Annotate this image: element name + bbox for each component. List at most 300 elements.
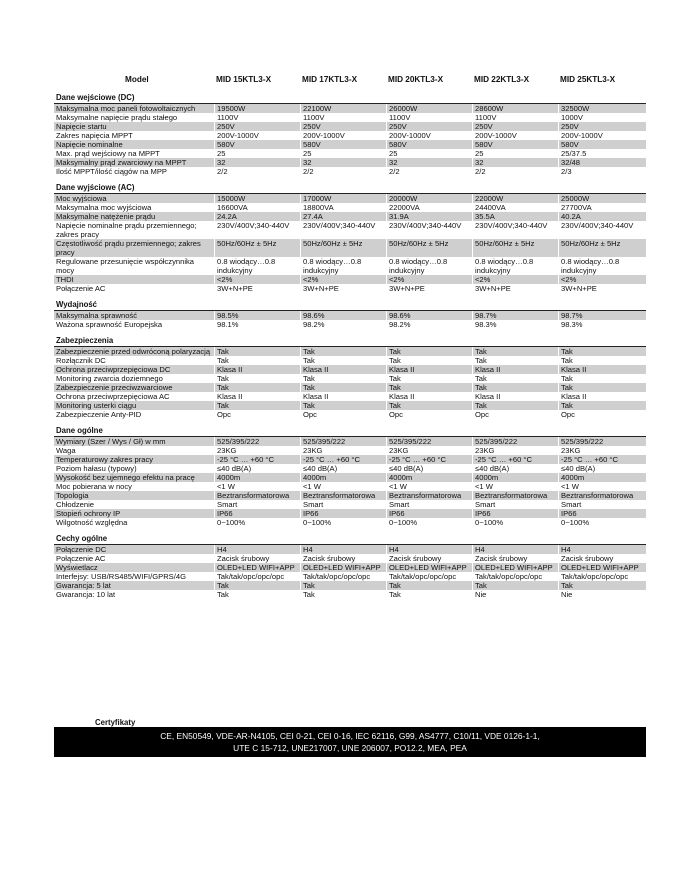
- row-value: Tak: [558, 374, 644, 383]
- row-value: 27.4A: [300, 212, 386, 221]
- table-row: [54, 194, 646, 203]
- row-value: Nie: [558, 590, 644, 599]
- row-value: 50Hz/60Hz ± 5Hz: [558, 239, 644, 257]
- table-row: [54, 356, 646, 365]
- row-value: 1100V: [386, 113, 472, 122]
- row-value: 250V: [386, 122, 472, 131]
- row-value: 25000W: [558, 194, 644, 203]
- row-value: 3W+N+PE: [558, 284, 644, 293]
- row-value: 1100V: [472, 113, 558, 122]
- row-value: 525/395/222: [472, 437, 558, 446]
- table-row: [54, 113, 646, 122]
- row-value: 1000V: [558, 113, 644, 122]
- row-value: <1 W: [300, 482, 386, 491]
- row-value: 25: [472, 149, 558, 158]
- row-value: Tak: [300, 590, 386, 599]
- row-value: 0~100%: [472, 518, 558, 527]
- row-value: Tak: [472, 347, 558, 356]
- table-row: [54, 374, 646, 383]
- table-row: [54, 239, 646, 257]
- row-label: Napięcie startu: [56, 122, 107, 131]
- row-label: Ważona sprawność Europejska: [56, 320, 163, 329]
- row-label: Połączenie AC: [56, 554, 106, 563]
- row-value: Tak/tak/opc/opc/opc: [558, 572, 644, 581]
- table-row: [54, 311, 646, 320]
- table-row: [54, 500, 646, 509]
- row-value: 25: [214, 149, 300, 158]
- row-value: <1 W: [214, 482, 300, 491]
- row-value: Opc: [558, 410, 644, 419]
- sections-container: [54, 93, 646, 599]
- row-value: 98.3%: [472, 320, 558, 329]
- row-value: Klasa II: [300, 392, 386, 401]
- row-value: Smart: [214, 500, 300, 509]
- certificates-line: UTE C 15-712, UNE217007, UNE 206007, PO12.2, MEA, PEA: [233, 743, 467, 753]
- model-name: MID 20KTL3-X: [388, 74, 444, 84]
- row-value: IP66: [300, 509, 386, 518]
- row-value: Tak: [386, 590, 472, 599]
- row-value: 4000m: [386, 473, 472, 482]
- table-row: [54, 392, 646, 401]
- row-value: 200V-1000V: [214, 131, 300, 140]
- model-name: MID 22KTL3-X: [474, 74, 530, 84]
- certificates-box: [54, 727, 646, 757]
- row-value: Tak/tak/opc/opc/opc: [386, 572, 472, 581]
- row-value: 19500W: [214, 104, 300, 113]
- certificates-line: CE, EN50549, VDE-AR-N4105, CEI 0-21, CEI 0-16, IEC 62116, G99, AS4777, C10/11, VDE 0126-1-1,: [160, 731, 540, 741]
- model-name: MID 17KTL3-X: [302, 74, 358, 84]
- row-value: 32: [386, 158, 472, 167]
- table-row: [54, 482, 646, 491]
- model-name: MID 15KTL3-X: [216, 74, 272, 84]
- row-label: Zabezpieczenie przeciwzwarciowe: [56, 383, 173, 392]
- row-value: 32/48: [558, 158, 644, 167]
- row-label: Temperaturowy zakres pracy: [56, 455, 154, 464]
- row-value: 525/395/222: [386, 437, 472, 446]
- row-label: Połączenie DC: [56, 545, 107, 554]
- row-label: Wymiary (Szer / Wys / Gł) w mm: [56, 437, 166, 446]
- row-label: Wyświetlacz: [56, 563, 98, 572]
- table-row: [54, 203, 646, 212]
- section-title: Zabezpieczenia: [54, 336, 646, 347]
- table-row: [54, 365, 646, 374]
- row-value: OLED+LED WIFI+APP: [558, 563, 644, 572]
- row-label: Ochrona przeciwprzepięciowa DC: [56, 365, 171, 374]
- row-value: 2/2: [472, 167, 558, 176]
- row-value: 250V: [472, 122, 558, 131]
- row-value: 24.2A: [214, 212, 300, 221]
- row-value: H4: [558, 545, 644, 554]
- row-value: ≤40 dB(A): [472, 464, 558, 473]
- row-value: 2/2: [386, 167, 472, 176]
- row-value: <2%: [300, 275, 386, 284]
- row-value: Opc: [472, 410, 558, 419]
- row-value: Opc: [300, 410, 386, 419]
- row-value: Tak: [386, 383, 472, 392]
- table-row: [54, 275, 646, 284]
- row-value: Tak: [472, 581, 558, 590]
- row-value: 230V/400V;340-440V: [386, 221, 472, 239]
- row-value: Klasa II: [214, 365, 300, 374]
- row-label: Zakres napięcia MPPT: [56, 131, 133, 140]
- row-value: 4000m: [558, 473, 644, 482]
- row-value: 23KG: [386, 446, 472, 455]
- row-value: Klasa II: [472, 392, 558, 401]
- row-label: Wysokość bez ujemnego efektu na pracę: [56, 473, 195, 482]
- model-name: MID 25KTL3-X: [560, 74, 616, 84]
- row-value: 230V/400V;340-440V: [214, 221, 300, 239]
- row-label: Ilość MPPT/ilość ciągów na MPP: [56, 167, 167, 176]
- row-value: 98.3%: [558, 320, 644, 329]
- row-label: Moc pobierana w nocy: [56, 482, 132, 491]
- row-value: ≤40 dB(A): [300, 464, 386, 473]
- row-value: Tak: [214, 374, 300, 383]
- row-label: Gwarancja: 5 lat: [56, 581, 111, 590]
- row-label: Max. prąd wejściowy na MPPT: [56, 149, 160, 158]
- row-label: Regulowane przesunięcie współczynnika mocy: [56, 257, 195, 275]
- row-value: 35.5A: [472, 212, 558, 221]
- table-row: [54, 122, 646, 131]
- row-value: 98.1%: [214, 320, 300, 329]
- section-title: Dane ogólne: [54, 426, 646, 437]
- row-value: 28600W: [472, 104, 558, 113]
- row-value: 0~100%: [214, 518, 300, 527]
- row-value: 18800VA: [300, 203, 386, 212]
- row-value: 22100W: [300, 104, 386, 113]
- row-value: <2%: [386, 275, 472, 284]
- row-value: 580V: [472, 140, 558, 149]
- row-value: Smart: [558, 500, 644, 509]
- row-value: 22000W: [472, 194, 558, 203]
- row-value: 23KG: [300, 446, 386, 455]
- table-row: [54, 464, 646, 473]
- row-label: Maksymalny prąd zwarciowy na MPPT: [56, 158, 187, 167]
- row-value: 31.9A: [386, 212, 472, 221]
- row-value: Zacisk śrubowy: [214, 554, 300, 563]
- row-value: 200V-1000V: [300, 131, 386, 140]
- row-value: 32: [214, 158, 300, 167]
- row-value: 1100V: [300, 113, 386, 122]
- row-value: 50Hz/60Hz ± 5Hz: [214, 239, 300, 257]
- table-row: [54, 446, 646, 455]
- row-value: <1 W: [558, 482, 644, 491]
- row-label: Gwarancja: 10 lat: [56, 590, 116, 599]
- row-value: Beztransformatorowa: [214, 491, 300, 500]
- row-value: 50Hz/60Hz ± 5Hz: [300, 239, 386, 257]
- row-value: Zacisk śrubowy: [558, 554, 644, 563]
- row-value: 250V: [300, 122, 386, 131]
- row-value: Tak/tak/opc/opc/opc: [472, 572, 558, 581]
- row-value: 17000W: [300, 194, 386, 203]
- table-row: [54, 410, 646, 419]
- table-row: [54, 212, 646, 221]
- row-value: Opc: [214, 410, 300, 419]
- row-value: Tak: [472, 356, 558, 365]
- row-value: 25: [386, 149, 472, 158]
- row-value: 525/395/222: [558, 437, 644, 446]
- row-value: Tak: [386, 356, 472, 365]
- table-row: [54, 347, 646, 356]
- row-value: Tak: [214, 581, 300, 590]
- row-value: 4000m: [300, 473, 386, 482]
- row-value: IP66: [214, 509, 300, 518]
- row-value: Smart: [386, 500, 472, 509]
- row-value: 32: [300, 158, 386, 167]
- row-value: Smart: [300, 500, 386, 509]
- table-row: [54, 149, 646, 158]
- row-value: -25 °C … +60 °C: [214, 455, 300, 464]
- row-value: Opc: [386, 410, 472, 419]
- row-value: 22000VA: [386, 203, 472, 212]
- row-value: Tak: [386, 347, 472, 356]
- row-value: 3W+N+PE: [214, 284, 300, 293]
- row-value: Beztransformatorowa: [472, 491, 558, 500]
- row-value: 98.7%: [558, 311, 644, 320]
- row-value: 580V: [558, 140, 644, 149]
- row-value: 200V-1000V: [558, 131, 644, 140]
- row-label: Topologia: [56, 491, 89, 500]
- row-value: 20000W: [386, 194, 472, 203]
- row-label: Wilgotność względna: [56, 518, 128, 527]
- row-value: Beztransformatorowa: [386, 491, 472, 500]
- table-row: [54, 140, 646, 149]
- row-value: Tak: [472, 383, 558, 392]
- row-value: 2/3: [558, 167, 644, 176]
- row-value: 98.6%: [300, 311, 386, 320]
- row-value: OLED+LED WIFI+APP: [386, 563, 472, 572]
- row-value: 24400VA: [472, 203, 558, 212]
- row-value: Tak: [300, 401, 386, 410]
- row-value: Tak: [300, 374, 386, 383]
- row-value: Klasa II: [214, 392, 300, 401]
- table-row: [54, 491, 646, 500]
- row-value: 3W+N+PE: [300, 284, 386, 293]
- row-label: Połączenie AC: [56, 284, 106, 293]
- row-value: Nie: [472, 590, 558, 599]
- row-value: ≤40 dB(A): [558, 464, 644, 473]
- row-value: -25 °C … +60 °C: [472, 455, 558, 464]
- table-row: [54, 221, 646, 239]
- row-label: Ochrona przeciwprzepięciowa AC: [56, 392, 170, 401]
- section-title: Cechy ogólne: [54, 534, 646, 545]
- row-value: 23KG: [472, 446, 558, 455]
- table-row: [54, 455, 646, 464]
- table-row: [54, 257, 646, 275]
- row-value: 3W+N+PE: [472, 284, 558, 293]
- row-value: 525/395/222: [300, 437, 386, 446]
- row-value: 230V/400V;340-440V: [558, 221, 644, 239]
- row-value: 0~100%: [558, 518, 644, 527]
- row-label: Maksymalne natężenie prądu: [56, 212, 156, 221]
- row-label: Maksymalna moc wyjściowa: [56, 203, 152, 212]
- table-row: [54, 401, 646, 410]
- table-row: [54, 563, 646, 572]
- row-value: 0.8 wiodący…0.8 indukcyjny: [214, 257, 300, 275]
- row-value: 230V/400V;340-440V: [472, 221, 558, 239]
- table-row: [54, 158, 646, 167]
- row-value: OLED+LED WIFI+APP: [472, 563, 558, 572]
- row-value: H4: [472, 545, 558, 554]
- row-value: Tak/tak/opc/opc/opc: [214, 572, 300, 581]
- row-value: OLED+LED WIFI+APP: [300, 563, 386, 572]
- table-row: [54, 518, 646, 527]
- table-row: [54, 545, 646, 554]
- row-value: 26000W: [386, 104, 472, 113]
- row-value: 40.2A: [558, 212, 644, 221]
- table-row: [54, 104, 646, 113]
- table-row: [54, 554, 646, 563]
- table-row: [54, 581, 646, 590]
- row-value: 230V/400V;340-440V: [300, 221, 386, 239]
- row-label: Monitoring zwarcia doziemnego: [56, 374, 163, 383]
- row-value: IP66: [386, 509, 472, 518]
- table-row: [54, 284, 646, 293]
- table-row: [54, 509, 646, 518]
- row-value: H4: [386, 545, 472, 554]
- row-value: 2/2: [300, 167, 386, 176]
- row-value: 0~100%: [300, 518, 386, 527]
- row-value: Tak: [386, 581, 472, 590]
- row-value: 25/37.5: [558, 149, 644, 158]
- row-value: 4000m: [214, 473, 300, 482]
- row-value: 250V: [214, 122, 300, 131]
- row-label: Zabezpieczenie przed odwróconą polaryzacją: [56, 347, 211, 356]
- row-value: Smart: [472, 500, 558, 509]
- row-value: Klasa II: [386, 392, 472, 401]
- row-value: Tak: [214, 347, 300, 356]
- row-value: 50Hz/60Hz ± 5Hz: [386, 239, 472, 257]
- row-value: 580V: [300, 140, 386, 149]
- row-value: Tak: [558, 347, 644, 356]
- row-value: <2%: [558, 275, 644, 284]
- row-value: Klasa II: [558, 392, 644, 401]
- row-value: Klasa II: [558, 365, 644, 374]
- row-value: IP66: [472, 509, 558, 518]
- row-label: Poziom hałasu (typowy): [56, 464, 137, 473]
- row-value: Tak: [472, 374, 558, 383]
- model-label: Model: [125, 74, 149, 84]
- table-row: [54, 590, 646, 599]
- row-value: 98.7%: [472, 311, 558, 320]
- row-value: Beztransformatorowa: [558, 491, 644, 500]
- certificates-title: Certyfikaty: [95, 718, 136, 727]
- spec-table: [54, 72, 646, 599]
- row-value: 32: [472, 158, 558, 167]
- row-value: 1100V: [214, 113, 300, 122]
- row-label: Waga: [56, 446, 76, 455]
- table-row: [54, 572, 646, 581]
- row-value: Tak: [558, 581, 644, 590]
- row-value: Beztransformatorowa: [300, 491, 386, 500]
- section-title: Dane wyjściowe (AC): [54, 183, 646, 194]
- table-header: [54, 72, 646, 86]
- row-label: THDI: [56, 275, 74, 284]
- section-title: Dane wejściowe (DC): [54, 93, 646, 104]
- row-value: 4000m: [472, 473, 558, 482]
- row-value: Tak: [300, 581, 386, 590]
- row-value: Tak: [558, 356, 644, 365]
- table-row: [54, 167, 646, 176]
- row-value: 15000W: [214, 194, 300, 203]
- row-value: 525/395/222: [214, 437, 300, 446]
- row-value: 98.5%: [214, 311, 300, 320]
- row-value: 32500W: [558, 104, 644, 113]
- row-value: Tak: [472, 401, 558, 410]
- row-label: Maksymalna moc paneli fotowoltaicznych: [56, 104, 196, 113]
- row-value: Tak: [558, 401, 644, 410]
- row-value: -25 °C … +60 °C: [386, 455, 472, 464]
- table-row: [54, 131, 646, 140]
- row-label: Napięcie nominalne prądu przemiennego; zakres pracy: [56, 221, 197, 239]
- row-value: 25: [300, 149, 386, 158]
- row-value: ≤40 dB(A): [214, 464, 300, 473]
- row-value: Klasa II: [386, 365, 472, 374]
- row-value: ≤40 dB(A): [386, 464, 472, 473]
- row-value: Tak: [214, 356, 300, 365]
- row-value: 580V: [386, 140, 472, 149]
- row-value: 0.8 wiodący…0.8 indukcyjny: [558, 257, 644, 275]
- row-value: 98.2%: [300, 320, 386, 329]
- row-label: Rozłącznik DC: [56, 356, 106, 365]
- row-value: Tak: [300, 347, 386, 356]
- row-value: 27700VA: [558, 203, 644, 212]
- row-value: <2%: [472, 275, 558, 284]
- table-row: [54, 437, 646, 446]
- row-value: H4: [300, 545, 386, 554]
- row-value: 23KG: [214, 446, 300, 455]
- row-value: Tak/tak/opc/opc/opc: [300, 572, 386, 581]
- row-value: H4: [214, 545, 300, 554]
- row-value: IP66: [558, 509, 644, 518]
- row-value: Tak: [214, 590, 300, 599]
- table-row: [54, 320, 646, 329]
- table-row: [54, 383, 646, 392]
- row-label: Maksymalne napięcie prądu stałego: [56, 113, 178, 122]
- row-value: <2%: [214, 275, 300, 284]
- row-value: 0~100%: [386, 518, 472, 527]
- row-value: 580V: [214, 140, 300, 149]
- row-value: 0.8 wiodący…0.8 indukcyjny: [300, 257, 386, 275]
- row-value: Tak: [558, 383, 644, 392]
- row-label: Monitoring usterki ciągu: [56, 401, 137, 410]
- row-value: -25 °C … +60 °C: [300, 455, 386, 464]
- section-title: Wydajność: [54, 300, 646, 311]
- row-value: Zacisk śrubowy: [386, 554, 472, 563]
- row-value: 0.8 wiodący…0.8 indukcyjny: [472, 257, 558, 275]
- row-label: Chłodzenie: [56, 500, 94, 509]
- row-value: Klasa II: [472, 365, 558, 374]
- row-value: 3W+N+PE: [386, 284, 472, 293]
- row-label: Częstotliwość prądu przemiennego; zakres pracy: [56, 239, 201, 257]
- row-value: Zacisk śrubowy: [300, 554, 386, 563]
- row-label: Stopień ochrony IP: [56, 509, 121, 518]
- row-value: 250V: [558, 122, 644, 131]
- row-value: 98.2%: [386, 320, 472, 329]
- row-label: Moc wyjściowa: [56, 194, 107, 203]
- row-value: <1 W: [386, 482, 472, 491]
- row-value: 50Hz/60Hz ± 5Hz: [472, 239, 558, 257]
- row-value: Tak: [214, 401, 300, 410]
- row-value: Zacisk śrubowy: [472, 554, 558, 563]
- row-value: 98.6%: [386, 311, 472, 320]
- row-label: Maksymalna sprawność: [56, 311, 138, 320]
- row-value: 200V-1000V: [472, 131, 558, 140]
- row-value: -25 °C … +60 °C: [558, 455, 644, 464]
- row-value: Klasa II: [300, 365, 386, 374]
- row-value: OLED+LED WIFI+APP: [214, 563, 300, 572]
- row-value: <1 W: [472, 482, 558, 491]
- row-value: 200V-1000V: [386, 131, 472, 140]
